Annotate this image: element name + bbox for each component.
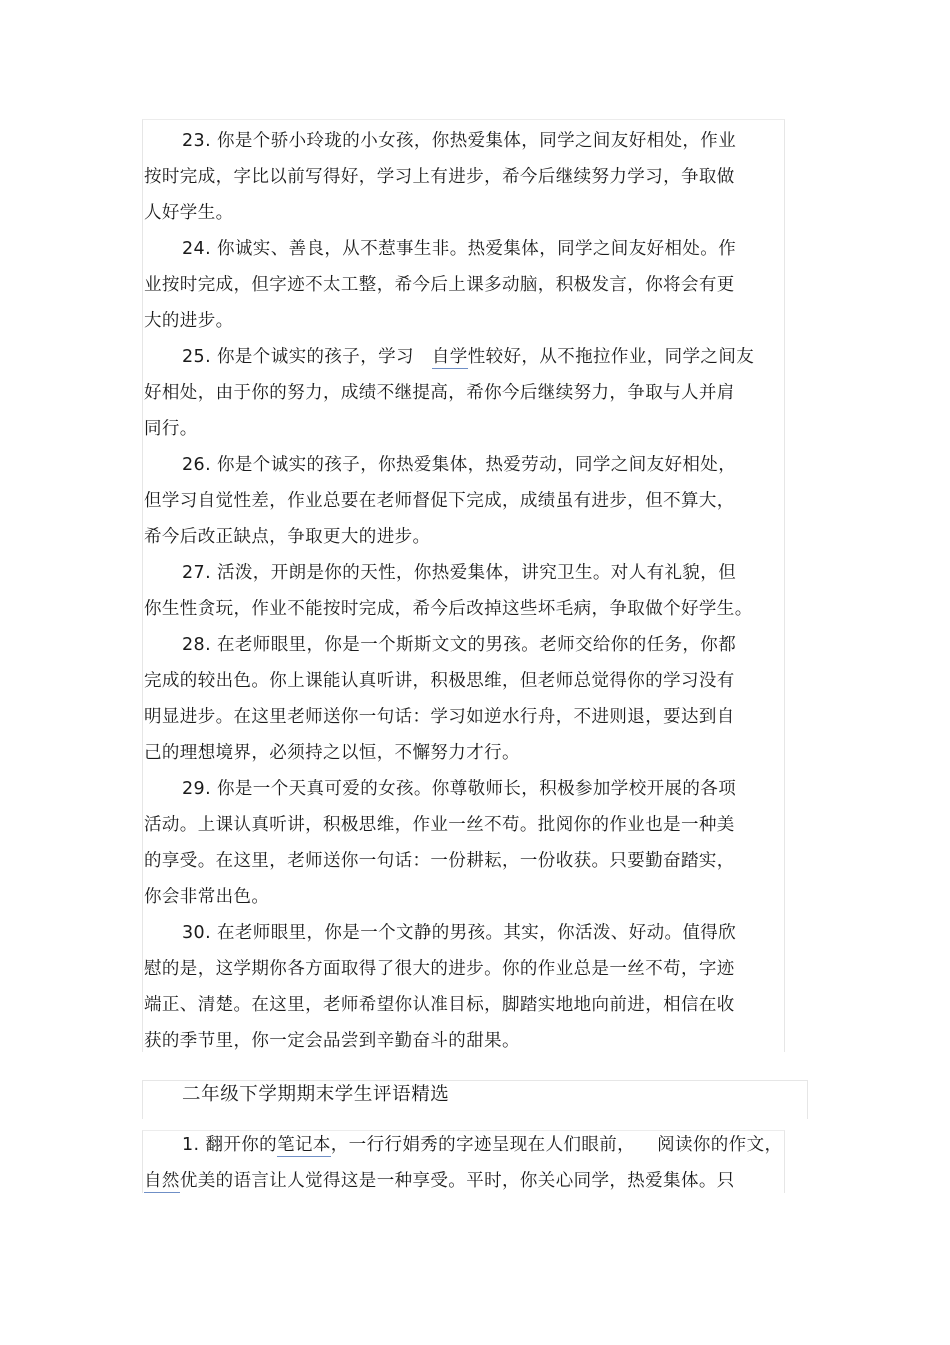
- second-line1-after: 阅读你的作文，: [657, 1135, 783, 1155]
- link-zixue[interactable]: 自学: [431, 347, 468, 367]
- comment-24-line-2: 业按时完成，但字迹不太工整，希今后上课多动脑，积极发言，你将会有更: [144, 275, 735, 295]
- comment-23-line-2: 按时完成，字比以前写得好，学习上有进步，希今后继续努力学习，争取做: [144, 167, 735, 187]
- second-line2-after: 优美的语言让人觉得这是一种享受。平时，你关心同学，热爱集体。只: [179, 1171, 735, 1191]
- comment-30-line-2: 慰的是，这学期你各方面取得了很大的进步。你的作业总是一丝不苟，字迹: [144, 959, 735, 979]
- link-notebook[interactable]: 笔记本: [277, 1135, 331, 1155]
- comment-30-line-1: 30. 在老师眼里，你是一个文静的男孩。其实，你活泼、好动。值得欣: [182, 923, 737, 943]
- comment-26-line-2: 但学习自觉性差，作业总要在老师督促下完成，成绩虽有进步，但不算大，: [144, 491, 735, 511]
- comment-28-line-4: 己的理想境界，必须持之以恒，不懈努力才行。: [144, 743, 520, 763]
- second-section-line-1: [182, 1133, 782, 1157]
- comment-28-line-1: 28. 在老师眼里，你是一个斯斯文文的男孩。老师交给你的任务，你都: [182, 635, 737, 655]
- comment-30-line-4: 获的季节里，你一定会品尝到辛勤奋斗的甜果。: [144, 1031, 520, 1051]
- comment-25-line-3: 同行。: [144, 419, 198, 439]
- comment-25-text-after: 性较好，从不拖拉作业，同学之间友: [467, 347, 755, 367]
- comment-30-line-3: 端正、清楚。在这里，老师希望你认准目标，脚踏实地地向前进，相信在收: [144, 995, 735, 1015]
- comment-24-line-1: 24. 你诚实、善良，从不惹事生非。热爱集体，同学之间友好相处。作: [182, 239, 737, 259]
- comment-28-line-2: 完成的较出色。你上课能认真听讲，积极思维，但老师总觉得你的学习没有: [144, 671, 735, 691]
- comment-29-line-3: 的享受。在这里，老师送你一句话：一份耕耘，一份收获。只要勤奋踏实，: [144, 851, 735, 871]
- second-section-line-2: [144, 1169, 735, 1193]
- comment-25-line-1: [182, 345, 754, 369]
- second-line1-middle: ，一行行娟秀的字迹呈现在人们眼前，: [330, 1135, 636, 1155]
- comment-29-line-2: 活动。上课认真听讲，积极思维，作业一丝不苟。批阅你的作业也是一种美: [144, 815, 735, 835]
- comment-28-line-3: 明显进步。在这里老师送你一句话：学习如逆水行舟，不进则退，要达到自: [144, 707, 735, 727]
- comment-25-text-before: 25. 你是个诚实的孩子，学习: [182, 347, 414, 367]
- comment-25-line-2: 好相处，由于你的努力，成绩不继提高，希你今后继续努力，争取与人并肩: [144, 383, 735, 403]
- comment-29-line-4: 你会非常出色。: [144, 887, 270, 907]
- comment-24-line-3: 大的进步。: [144, 311, 234, 331]
- comment-26-line-1: 26. 你是个诚实的孩子，你热爱集体，热爱劳动，同学之间友好相处，: [182, 455, 737, 475]
- comment-23-line-1: 23. 你是个骄小玲珑的小女孩，你热爱集体，同学之间友好相处，作业: [182, 131, 737, 151]
- comment-27-line-2: 你生性贪玩，作业不能按时完成，希今后改掉这些坏毛病，争取做个好学生。: [144, 599, 753, 619]
- link-natural[interactable]: 自然: [144, 1171, 180, 1191]
- comment-26-line-3: 希今后改正缺点，争取更大的进步。: [144, 527, 431, 547]
- second-line1-before: 1. 翻开你的: [182, 1135, 278, 1155]
- comment-27-line-1: 27. 活泼，开朗是你的天性，你热爱集体，讲究卫生。对人有礼貌，但: [182, 563, 737, 583]
- section-heading: 二年级下学期期末学生评语精选: [182, 1084, 450, 1105]
- comment-29-line-1: 29. 你是一个天真可爱的女孩。你尊敬师长，积极参加学校开展的各项: [182, 779, 737, 799]
- comment-23-line-3: 人好学生。: [144, 203, 234, 223]
